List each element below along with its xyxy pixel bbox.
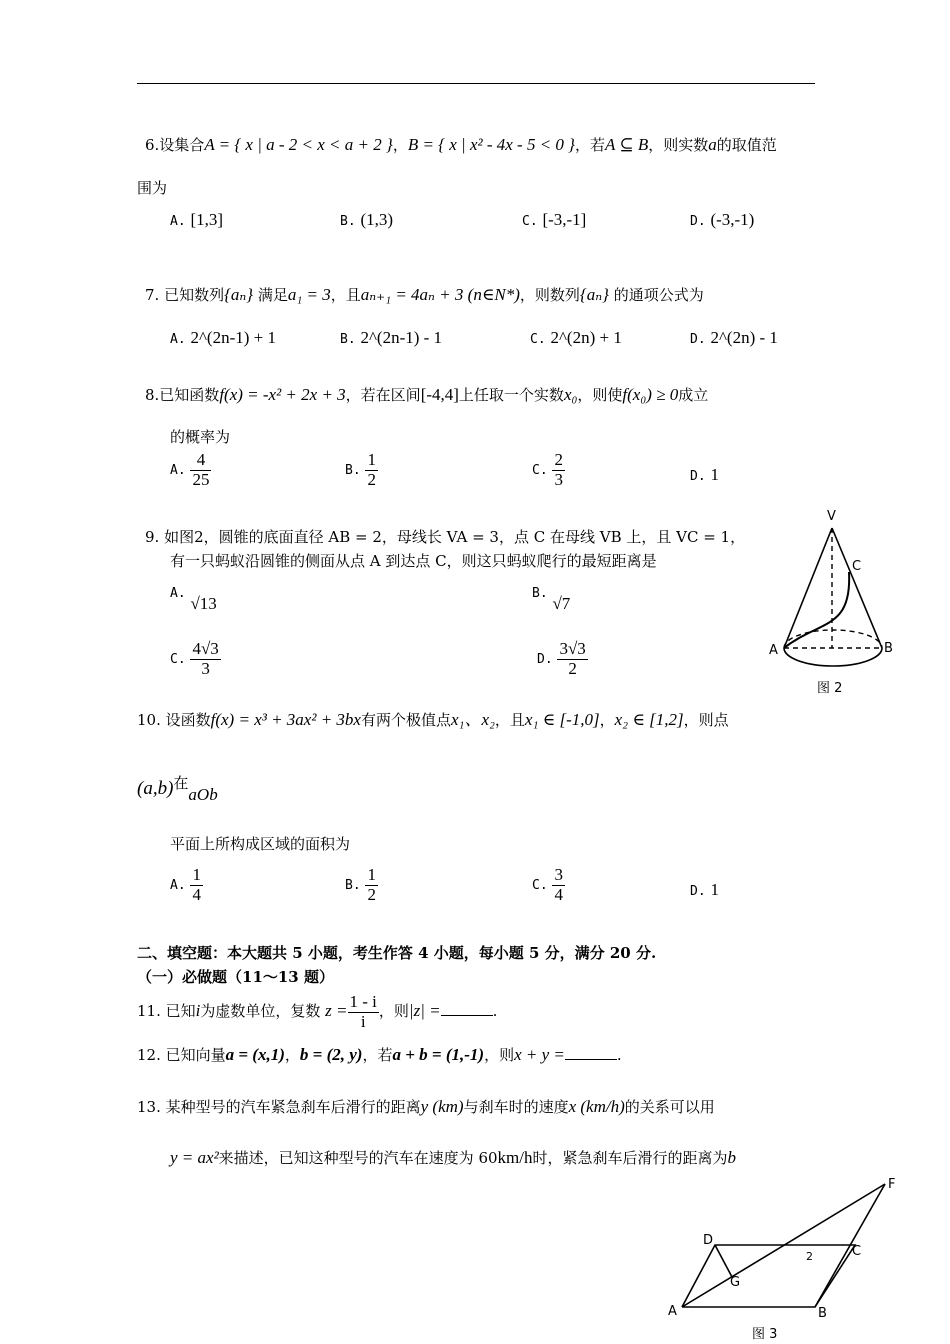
- question-6-line-2: 围为: [137, 179, 168, 197]
- q6-option-d: [690, 210, 754, 230]
- q12-sep: ，: [284, 1046, 300, 1064]
- q7-option-a-label: A.: [170, 332, 186, 347]
- q10-option-b-den: 2: [367, 884, 376, 904]
- q12-vector-b: b = (2, y): [299, 1045, 363, 1064]
- q6-option-b-value: (1,3): [360, 210, 394, 229]
- q11-num: 1 - i: [349, 992, 377, 1011]
- q9-option-b-label: B.: [532, 586, 548, 601]
- q9-option-c-fraction: [190, 640, 220, 678]
- question-8-line-1: [145, 384, 708, 405]
- label-a: A: [769, 643, 778, 658]
- q10-plane: aOb: [188, 785, 218, 804]
- q10-option-d-label: D.: [690, 884, 706, 899]
- q8-option-b-den: 2: [367, 469, 376, 489]
- q8-t1: ，若在区间: [345, 386, 421, 404]
- q7-recurrence: aₙ₊₁ = 4aₙ + 3 (n∈N*): [360, 285, 520, 304]
- q7-option-d-label: D.: [690, 332, 706, 347]
- figure-2-caption: 图 2: [817, 681, 843, 696]
- question-11: [137, 993, 497, 1031]
- q8-option-a: [170, 451, 211, 489]
- q10-points: x₁、x₂: [450, 710, 495, 729]
- q10-option-b-fraction: [365, 866, 378, 904]
- q8-option-b-fraction: [365, 451, 378, 489]
- q6-set-a: A = { x | a - 2 < x < a + 2 }: [204, 135, 393, 154]
- q7-t1: 满足: [257, 286, 288, 304]
- q11-lead: 11. 已知: [137, 1002, 196, 1021]
- section-2-heading: 二、填空题：本大题共 5 小题，考生作答 4 小题，每小题 5 分，满分 20 分.: [137, 944, 657, 962]
- q10-option-c-label: C.: [532, 878, 548, 894]
- q10-option-a-num: 1: [192, 865, 201, 884]
- q6-tail2: 的取值范: [716, 136, 777, 154]
- q9-option-b-value: √7: [552, 594, 571, 613]
- q8-option-a-num: 4: [190, 451, 211, 471]
- q6-option-d-label: D.: [690, 214, 706, 229]
- q8-option-c: [532, 451, 565, 489]
- q10-t3: ，: [599, 711, 615, 729]
- q7-option-c-value: 2^(2n) + 1: [550, 328, 622, 347]
- q6-option-a: [170, 210, 223, 230]
- q13-line2b: 时，紧急刹车后滑行的距离为: [532, 1149, 728, 1167]
- q10-option-a-fraction: [190, 866, 203, 904]
- q8-option-b-num: 1: [367, 450, 376, 469]
- label-c: C: [852, 1244, 862, 1259]
- question-10-line-3: 平面上所构成区域的面积为: [170, 835, 351, 853]
- q8-option-b: [345, 451, 378, 489]
- q8-option-d-value: 1: [710, 465, 719, 484]
- q9-option-c-num: 4√3: [192, 639, 219, 658]
- q8-lead: 8.已知函数: [145, 386, 220, 404]
- q10-option-a-den: 4: [192, 884, 201, 904]
- q9-option-b: [532, 582, 571, 613]
- q12-sum: a + b = (1,-1): [392, 1045, 485, 1064]
- q12-expr: x + y =: [514, 1045, 565, 1064]
- q7-option-c: [530, 328, 622, 348]
- q11-t2: ，则: [378, 1002, 409, 1021]
- q10-lead: 10. 设函数: [137, 711, 211, 729]
- q9-option-a-label: A.: [170, 586, 186, 601]
- label-c: C: [852, 559, 862, 574]
- section-2-subheading: （一）必做题（11～13 题）: [137, 968, 334, 986]
- q6-option-c-label: C.: [522, 214, 538, 229]
- q7-option-d: [690, 328, 778, 348]
- label-b: B: [884, 641, 893, 656]
- q6-sep: ，: [392, 136, 408, 154]
- q13-line2a: 来描述，已知这种型号的汽车在速度为 60: [218, 1149, 498, 1167]
- question-12: [137, 1044, 622, 1065]
- q8-option-b-label: B.: [345, 463, 361, 479]
- q7-option-c-label: C.: [530, 332, 546, 347]
- cone-base-front: [784, 648, 882, 666]
- q7-t2: ，且: [330, 286, 361, 304]
- q13-y: y (km): [420, 1097, 464, 1116]
- q10-t1: 有两个极值点: [360, 711, 451, 729]
- q7-option-b-label: B.: [340, 332, 356, 347]
- q8-option-a-den: 25: [192, 469, 210, 489]
- q6-option-c: [522, 210, 586, 230]
- q9-option-d-num: 3√3: [559, 639, 586, 658]
- q13-unit: km/h: [497, 1148, 533, 1167]
- q9-option-c-label: C.: [170, 652, 186, 668]
- figure-2-cone: [760, 500, 910, 700]
- q10-option-b-num: 1: [367, 865, 376, 884]
- q7-option-b: [340, 328, 442, 348]
- q9-option-d-den: 2: [568, 658, 577, 678]
- question-6-line-1: [145, 134, 777, 155]
- q7-option-a: [170, 328, 276, 348]
- label-g: G: [730, 1275, 741, 1290]
- q10-option-c: [532, 866, 565, 904]
- ant-path: [784, 572, 849, 648]
- q8-condition: f(x₀) ≥ 0: [622, 385, 679, 404]
- q9-option-d-label: D.: [537, 652, 553, 668]
- label-d: D: [703, 1233, 714, 1248]
- q8-interval: [-4,4]: [420, 385, 459, 404]
- label-v: V: [827, 509, 836, 524]
- label-f: F: [888, 1177, 896, 1192]
- q9-option-d-fraction: [557, 640, 587, 678]
- cone-edge-vb: [832, 528, 882, 648]
- q6-option-c-value: [-3,-1]: [542, 210, 587, 229]
- q8-option-a-fraction: [190, 451, 211, 489]
- q7-option-b-value: 2^(2n-1) - 1: [360, 328, 443, 347]
- q11-i: i: [195, 1001, 201, 1021]
- q13-line1a: 13. 某种型号的汽车紧急刹车后滑行的距离: [137, 1098, 421, 1116]
- q11-t1: 为虚数单位，复数: [200, 1002, 321, 1021]
- q6-mid: ，若: [574, 136, 605, 154]
- q13-line1b: 与刹车时的速度: [463, 1098, 569, 1116]
- q11-abs: |z| =: [408, 1001, 441, 1021]
- q13-formula: y = ax²: [170, 1148, 219, 1167]
- q11-t3: .: [492, 1002, 498, 1021]
- q6-option-b-label: B.: [340, 214, 356, 229]
- q10-option-c-num: 3: [554, 865, 563, 884]
- q8-t3: ，则使: [577, 386, 623, 404]
- q7-t3: ，则数列: [519, 286, 580, 304]
- q6-option-d-value: (-3,-1): [710, 210, 755, 229]
- figure-3-caption: 图 3: [752, 1327, 778, 1342]
- q6-set-b: B = { x | x² - 4x - 5 < 0 }: [407, 135, 575, 154]
- q11-fraction: [348, 993, 379, 1031]
- question-13-line-1: [137, 1096, 715, 1117]
- q7-option-a-value: 2^(2n-1) + 1: [190, 328, 276, 347]
- q7-t4: 的通项公式为: [613, 286, 704, 304]
- q11-answer-blank[interactable]: [441, 1003, 493, 1016]
- q7-option-d-value: 2^(2n) - 1: [710, 328, 778, 347]
- q10-option-a-label: A.: [170, 878, 186, 894]
- q7-sequence: {aₙ}: [224, 285, 254, 304]
- q10-option-d: [690, 880, 719, 900]
- label-a: A: [668, 1304, 677, 1319]
- q13-line1c: 的关系可以用: [624, 1098, 715, 1116]
- q9-option-a: [170, 582, 217, 613]
- q6-option-b: [340, 210, 393, 230]
- q8-option-c-den: 3: [554, 469, 563, 489]
- q8-option-c-fraction: [552, 451, 565, 489]
- q8-option-c-num: 2: [554, 450, 563, 469]
- q7-a1: a₁ = 3: [287, 285, 331, 304]
- q7-sequence-2: {aₙ}: [579, 285, 609, 304]
- q8-option-d-label: D.: [690, 469, 706, 484]
- q10-cond-2: x₂ ∈ [1,2]: [614, 710, 684, 729]
- label-b: B: [818, 1306, 827, 1321]
- q12-t2: ，则: [484, 1046, 515, 1064]
- q10-option-c-den: 4: [554, 884, 563, 904]
- question-9-line-1: 9. 如图2，圆锥的底面直径 AB = 2，母线长 VA = 3，点 C 在母线 VB 上，且 VC = 1，: [145, 528, 746, 546]
- line-dg: [715, 1245, 732, 1277]
- q8-option-c-label: C.: [532, 463, 548, 479]
- q6-option-a-value: [1,3]: [190, 210, 224, 229]
- figure-3-parallelogram: [660, 1172, 910, 1344]
- question-9-line-2: 有一只蚂蚁沿圆锥的侧面从点 A 到达点 C，则这只蚂蚁爬行的最短距离是: [170, 552, 657, 570]
- q10-t4: ，则点: [683, 711, 729, 729]
- q9-option-a-value: √13: [190, 594, 217, 613]
- q9-option-d: [537, 640, 588, 678]
- q12-t1: ，若: [362, 1046, 393, 1064]
- q10-option-d-value: 1: [710, 880, 719, 899]
- q6-condition: A ⊆ B: [605, 135, 649, 154]
- q10-point: (a,b): [137, 778, 174, 799]
- question-13-line-2: [170, 1147, 736, 1168]
- q10-option-c-fraction: [552, 866, 565, 904]
- q10-function: f(x) = x³ + 3ax² + 3bx: [210, 710, 361, 729]
- q11-den: i: [360, 1011, 366, 1031]
- q8-option-d: [690, 465, 719, 485]
- q13-x: x (km/h): [568, 1097, 625, 1116]
- q10-option-b: [345, 866, 378, 904]
- q6-tail1: ，则实数: [648, 136, 709, 154]
- q6-variable: a: [708, 135, 717, 154]
- q8-option-a-label: A.: [170, 463, 186, 479]
- q8-t2: 上任取一个实数: [458, 386, 564, 404]
- header-rule: [137, 83, 815, 84]
- q7-lead: 7. 已知数列: [145, 286, 225, 304]
- q8-t4: 成立: [678, 386, 709, 404]
- q6-option-a-label: A.: [170, 214, 186, 229]
- q9-option-c: [170, 640, 221, 678]
- q12-t3: .: [616, 1046, 622, 1064]
- question-10-line-1: [137, 705, 729, 730]
- question-10-line-2: [137, 774, 218, 804]
- q10-t2: ，且: [494, 711, 525, 729]
- q12-answer-blank[interactable]: [565, 1047, 617, 1060]
- question-8-line-2: 的概率为: [170, 428, 231, 446]
- q8-function: f(x) = -x² + 2x + 3: [219, 385, 346, 404]
- question-7-line-1: [145, 284, 704, 305]
- q8-x0: x₀: [563, 385, 578, 404]
- q10-option-b-label: B.: [345, 878, 361, 894]
- label-two: 2: [806, 1250, 813, 1263]
- q13-b: b: [727, 1148, 736, 1167]
- q11-z: z =: [325, 1001, 348, 1021]
- q12-lead: 12. 已知向量: [137, 1046, 226, 1064]
- q10-cond-1: x₁ ∈ [-1,0]: [524, 710, 600, 729]
- q12-vector-a: a = (x,1): [225, 1045, 285, 1064]
- q10-zai: 在: [173, 774, 189, 792]
- q10-option-a: [170, 866, 203, 904]
- q9-option-c-den: 3: [201, 658, 210, 678]
- q6-lead: 6.设集合: [145, 136, 205, 154]
